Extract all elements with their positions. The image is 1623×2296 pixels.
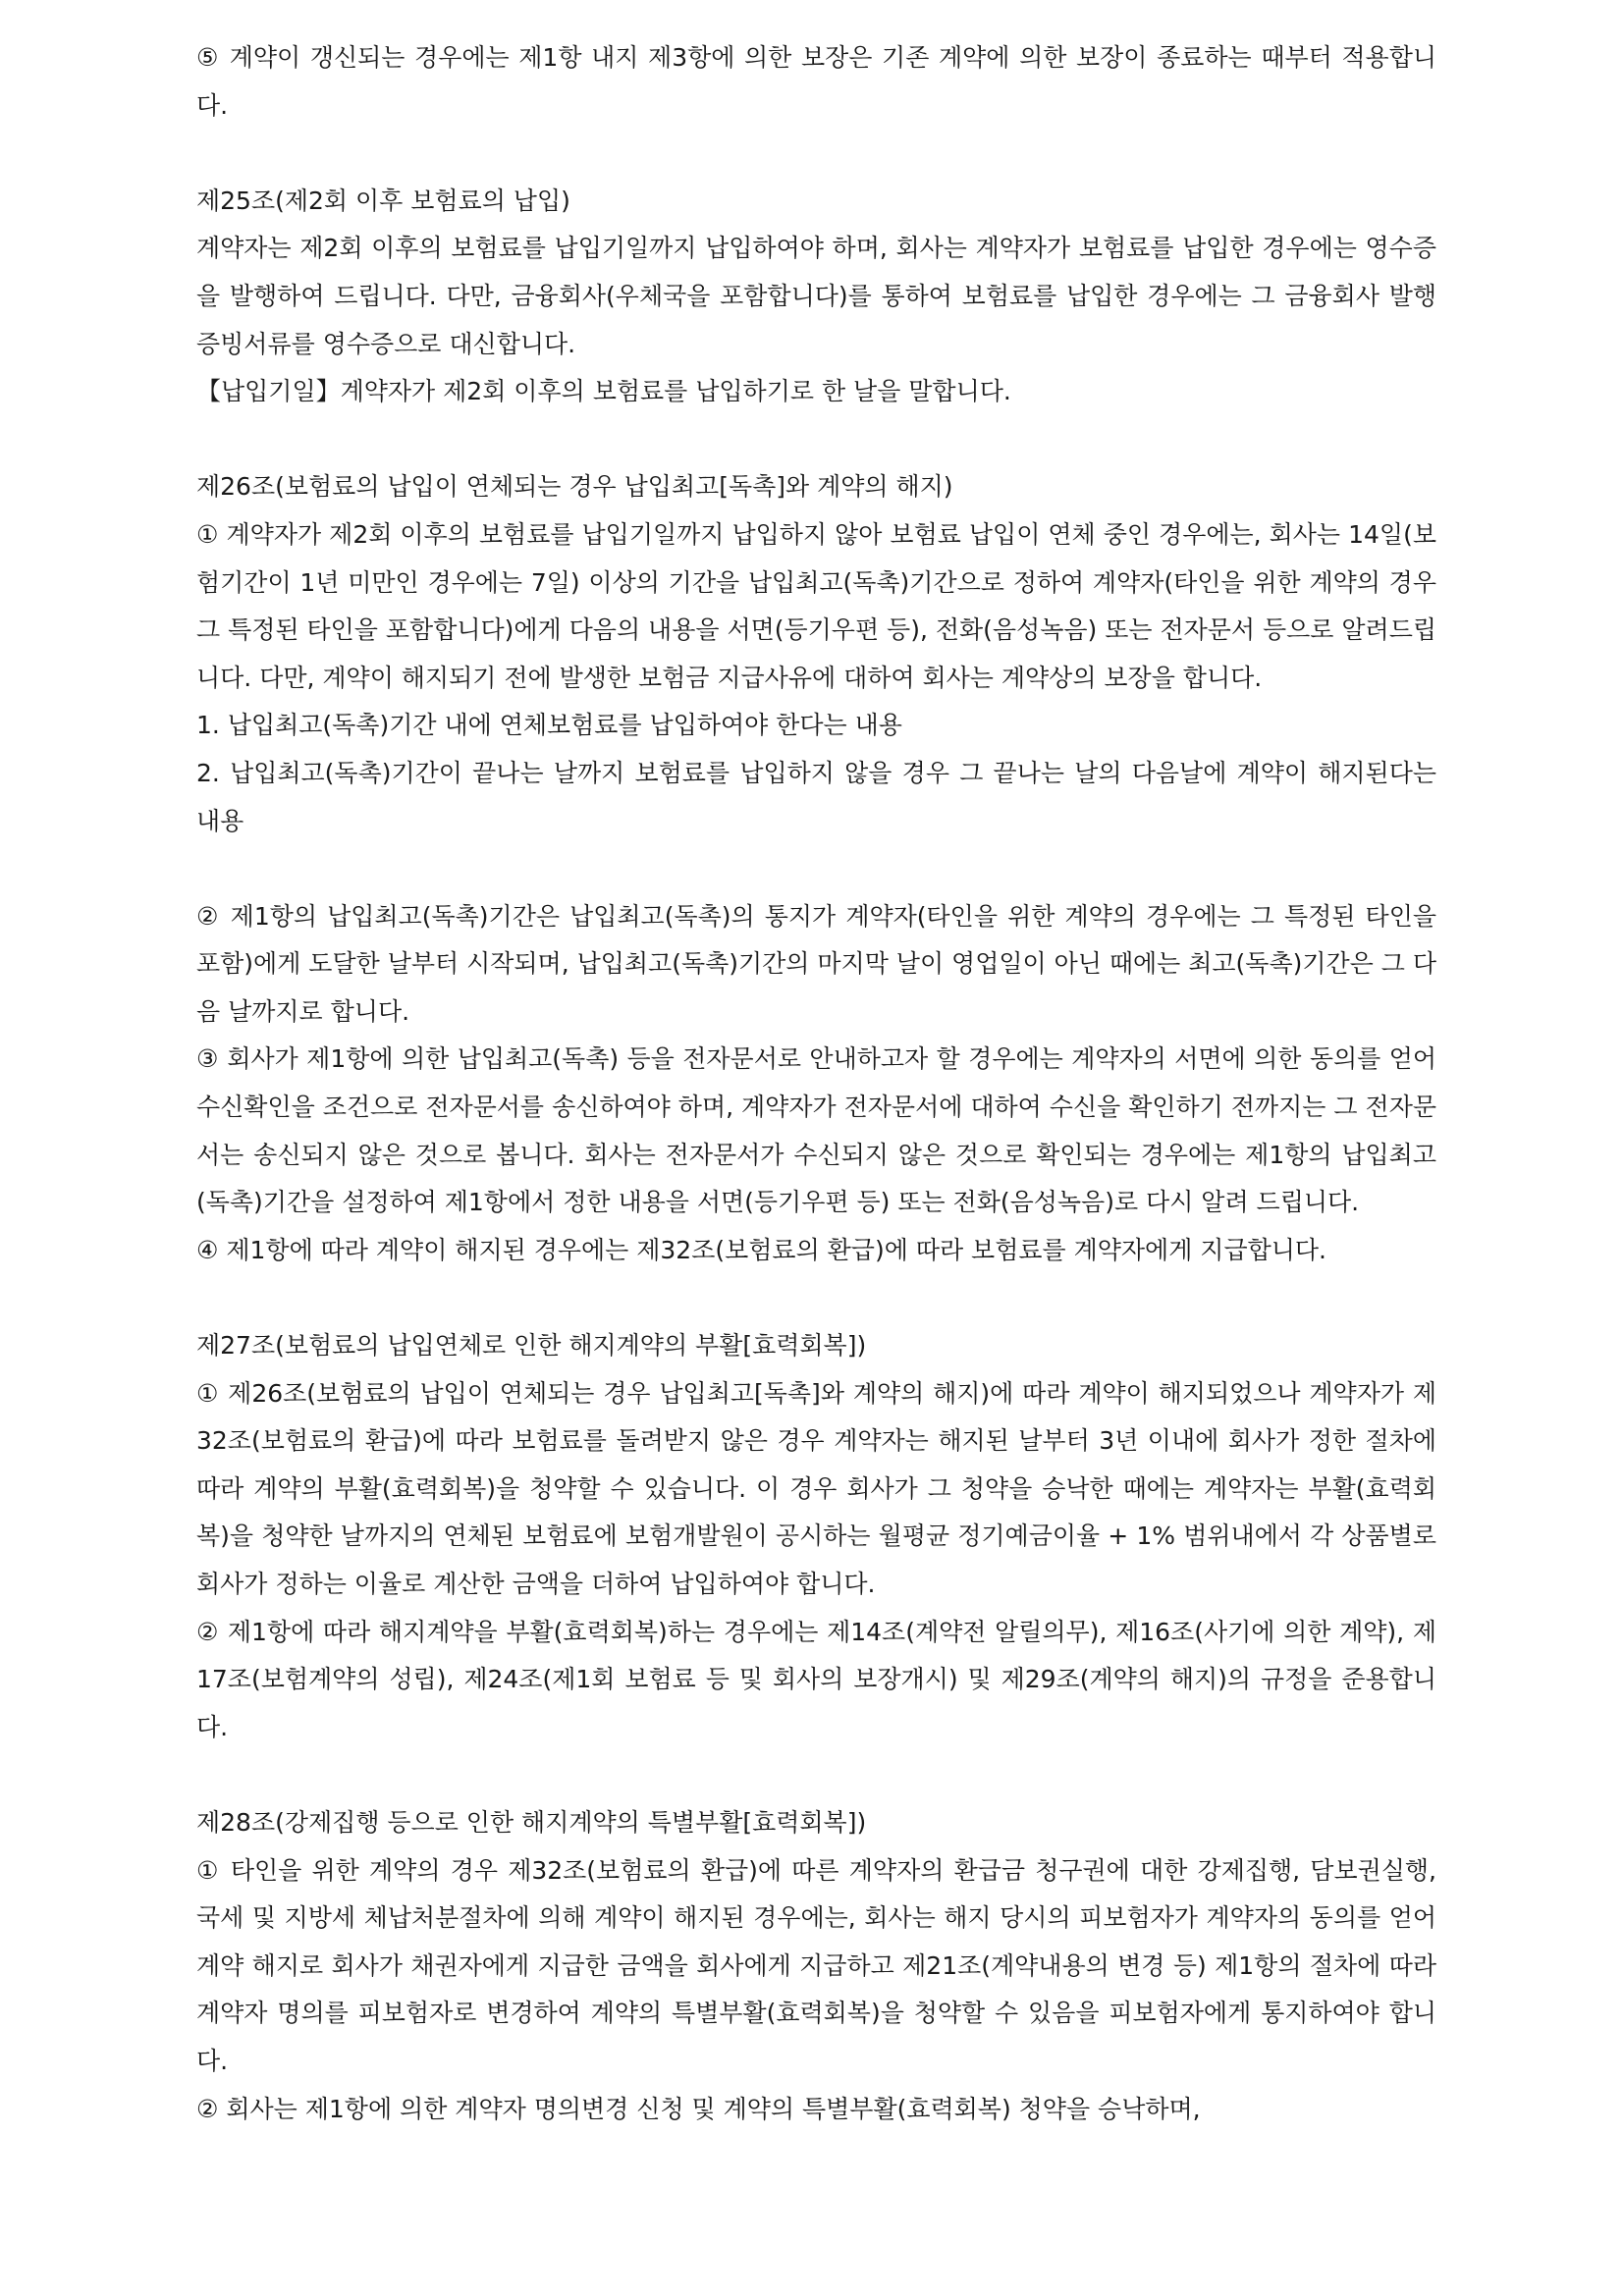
list-item: 1. 납입최고(독촉)기간 내에 연체보험료를 납입하여야 한다는 내용 (196, 711, 902, 740)
article-title: 제27조(보험료의 납입연체로 인한 해지계약의 부활[효력회복]) (196, 1331, 867, 1361)
paragraph: ② 제1항의 납입최고(독촉)기간은 납입최고(독촉)의 통지가 계약자(타인을 위한 계약의 경우에는 그 특정된 타인을 포함)에게 도달한 날부터 시작되며, 납입최고(독촉)기간의 마지막 날이 영업일이 아닌 때에는 최고(독촉)기간은 그 다음 날까지로 합니다. (196, 901, 1436, 1026)
paragraph: 【납입기일】계약자가 제2회 이후의 보험료를 납입하기로 한 날을 말합니다. (196, 377, 1011, 406)
paragraph: ② 제1항에 따라 해지계약을 부활(효력회복)하는 경우에는 제14조(계약전 알릴의무), 제16조(사기에 의한 계약), 제17조(보험계약의 성립), 제24조(제1회 보험료 등 및 회사의 보장개시) 및 제29조(계약의 해지)의 규정을 준용합니다. (196, 1617, 1436, 1741)
paragraph: ④ 제1항에 따라 계약이 해지된 경우에는 제32조(보험료의 환급)에 따라 보험료를 계약자에게 지급합니다. (196, 1235, 1327, 1264)
article-title: 제25조(제2회 이후 보험료의 납입) (196, 186, 570, 215)
list-item: 2. 납입최고(독촉)기간이 끝나는 날까지 보험료를 납입하지 않을 경우 그 끝나는 날의 다음날에 계약이 해지된다는 내용 (196, 758, 1436, 835)
article-28 (196, 1799, 1436, 2133)
paragraph: ⑤ 계약이 갱신되는 경우에는 제1항 내지 제3항에 의한 보장은 기존 계약에 의한 보장이 종료하는 때부터 적용합니다. (196, 43, 1436, 120)
article-25 (196, 178, 1436, 416)
paragraph: ① 제26조(보험료의 납입이 연체되는 경우 납입최고[독촉]와 계약의 해지)에 따라 계약이 해지되었으나 계약자가 제32조(보험료의 환급)에 따라 보험료를 돌려받지 않은 경우 계약자는 해지된 날부터 3년 이내에 회사가 정한 절차에 따라 계약의 부활(효력회복)을 청약할 수 있습니다. 이 경우 회사가 그 청약을 승낙한 때에는 계약자는 부활(효력회복)을 청약한 날까지의 연체된 보험료에 보험개발원이 공시하는 월평균 정기예금이율 + 1% 범위내에서 각 상품별로 회사가 정하는 이율로 계산한 금액을 더하여 납입하여야 합니다. (196, 1378, 1436, 1598)
paragraph: 계약자는 제2회 이후의 보험료를 납입기일까지 납입하여야 하며, 회사는 계약자가 보험료를 납입한 경우에는 영수증을 발행하여 드립니다. 다만, 금융회사(우체국을 포함합니다)를 통하여 보험료를 납입한 경우에는 그 금융회사 발행 증빙서류를 영수증으로 대신합니다. (196, 234, 1436, 358)
article-27 (196, 1322, 1436, 1751)
article-title: 제28조(강제집행 등으로 인한 해지계약의 특별부활[효력회복]) (196, 1807, 867, 1837)
article-title: 제26조(보험료의 납입이 연체되는 경우 납입최고[독촉]와 계약의 해지) (196, 472, 953, 502)
paragraph: ① 계약자가 제2회 이후의 보험료를 납입기일까지 납입하지 않아 보험료 납입이 연체 중인 경우에는, 회사는 14일(보험기간이 1년 미만인 경우에는 7일) 이상의 기간을 납입최고(독촉)기간으로 정하여 계약자(타인을 위한 계약의 경우 그 특정된 타인을 포함합니다)에게 다음의 내용을 서면(등기우편 등), 전화(음성녹음) 또는 전자문서 등으로 알려드립니다. 다만, 계약이 해지되기 전에 발생한 보험금 지급사유에 대하여 회사는 계약상의 보장을 합니다. (196, 519, 1436, 692)
paragraph: ② 회사는 제1항에 의한 계약자 명의변경 신청 및 계약의 특별부활(효력회복) 청약을 승낙하며, (196, 2094, 1201, 2123)
article-26 (196, 463, 1436, 1274)
clause-24-tail (196, 34, 1436, 130)
paragraph: ① 타인을 위한 계약의 경우 제32조(보험료의 환급)에 따른 계약자의 환급금 청구권에 대한 강제집행, 담보권실행, 국세 및 지방세 체납처분절차에 의해 계약이 해지된 경우에는, 회사는 해지 당시의 피보험자가 계약자의 동의를 얻어 계약 해지로 회사가 채권자에게 지급한 금액을 회사에게 지급하고 제21조(계약내용의 변경 등) 제1항의 절차에 따라 계약자 명의를 피보험자로 변경하여 계약의 특별부활(효력회복)을 청약할 수 있음을 피보험자에게 통지하여야 합니다. (196, 1855, 1436, 2075)
paragraph: ③ 회사가 제1항에 의한 납입최고(독촉) 등을 전자문서로 안내하고자 할 경우에는 계약자의 서면에 의한 동의를 얻어 수신확인을 조건으로 전자문서를 송신하여야 하며, 계약자가 전자문서에 대하여 수신을 확인하기 전까지는 그 전자문서는 송신되지 않은 것으로 봅니다. 회사는 전자문서가 수신되지 않은 것으로 확인되는 경우에는 제1항의 납입최고(독촉)기간을 설정하여 제1항에서 정한 내용을 서면(등기우편 등) 또는 전화(음성녹음)로 다시 알려 드립니다. (196, 1044, 1436, 1217)
